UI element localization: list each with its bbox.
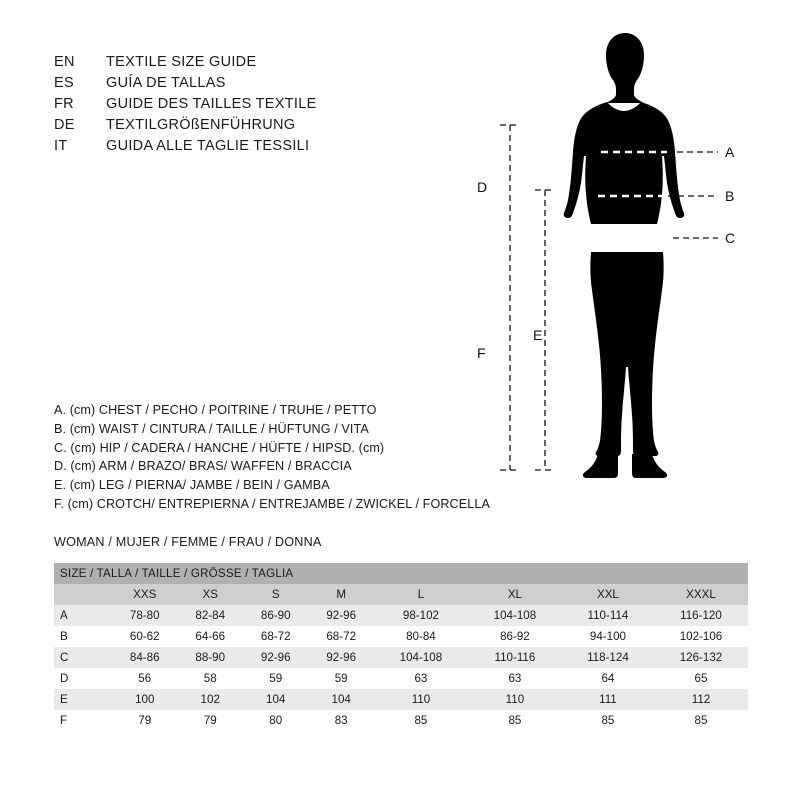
cell-a-m: 92-96 (326, 609, 357, 622)
title-text-fr: GUIDE DES TAILLES TEXTILE (106, 96, 317, 112)
cell-d-m: 59 (334, 672, 348, 685)
cell-b-m: 68-72 (326, 630, 357, 643)
column-header-xs: XS (202, 588, 218, 601)
cell-f-l: 85 (414, 714, 428, 727)
column-header-xxs: XXS (133, 588, 157, 601)
cell-b-xxl: 94-100 (589, 630, 626, 643)
cell-c-xxl: 118-124 (587, 651, 629, 664)
cell-e-l: 110 (411, 693, 431, 706)
cell-c-l: 104-108 (399, 651, 443, 664)
row-label-e: E (60, 693, 68, 706)
cell-c-xs: 88-90 (195, 651, 226, 664)
row-label-b: B (60, 630, 68, 643)
cell-a-s: 86-90 (260, 609, 291, 622)
legend-block (54, 401, 574, 514)
language-code-en: EN (54, 54, 75, 70)
table-row (54, 605, 748, 626)
measure-label-chest: A (725, 144, 735, 160)
cell-f-xs: 79 (203, 714, 217, 727)
column-header-s: S (271, 588, 280, 601)
measure-label-leg: E (533, 327, 543, 343)
cell-b-xxs: 60-62 (129, 630, 160, 643)
cell-e-xxl: 111 (599, 693, 617, 706)
cell-d-xxxl: 65 (694, 672, 708, 685)
title-text-en: TEXTILE SIZE GUIDE (106, 54, 257, 70)
cell-f-xl: 85 (508, 714, 522, 727)
legend-item-leg: E. (cm) LEG / PIERNA/ JAMBE / BEIN / GAMBA (54, 478, 330, 493)
cell-d-s: 59 (269, 672, 283, 685)
language-code-fr: FR (54, 96, 74, 112)
row-label-d: D (60, 672, 69, 685)
cell-f-m: 83 (334, 714, 348, 727)
column-header-xl: XL (507, 588, 522, 601)
cell-d-xxs: 56 (138, 672, 152, 685)
title-text-it: GUIDA ALLE TAGLIE TESSILI (106, 138, 310, 154)
cell-c-xxxl: 126-132 (679, 651, 723, 664)
cell-c-s: 92-96 (260, 651, 291, 664)
language-code-es: ES (54, 75, 74, 91)
legend-item-arm: D. (cm) ARM / BRAZO/ BRAS/ WAFFEN / BRACCIA (54, 459, 352, 474)
column-header-m: M (336, 588, 347, 601)
measure-label-hip: C (725, 230, 736, 246)
cell-b-xl: 86-92 (500, 630, 530, 643)
cell-a-xs: 82-84 (195, 609, 226, 622)
cell-e-xl: 110 (505, 693, 525, 706)
column-header-xxl: XXL (596, 588, 619, 601)
cell-d-l: 63 (414, 672, 428, 685)
cell-b-s: 68-72 (260, 630, 291, 643)
table-row (54, 668, 748, 689)
cell-e-s: 104 (266, 693, 286, 706)
measure-label-waist: B (725, 188, 735, 204)
cell-c-xxs: 84-86 (129, 651, 160, 664)
cell-a-xxl: 110-114 (587, 609, 629, 622)
cell-b-xs: 64-66 (195, 630, 226, 643)
cell-a-xxs: 78-80 (129, 609, 160, 622)
table-title-row (54, 563, 748, 584)
cell-d-xxl: 64 (601, 672, 615, 685)
cell-b-l: 80-84 (406, 630, 436, 643)
legend-item-crotch: F. (cm) CROTCH/ ENTREPIERNA / ENTREJAMBE / ZWICKEL / FORCELLA (54, 496, 490, 511)
cell-f-xxs: 79 (138, 714, 152, 727)
legend-item-chest: A. (cm) CHEST / PECHO / POITRINE / TRUHE / PETTO (54, 403, 377, 417)
cell-f-s: 80 (269, 714, 283, 727)
language-code-it: IT (54, 138, 68, 154)
title-text-de: TEXTILGRÖßENFÜHRUNG (106, 117, 296, 133)
cell-b-xxxl: 102-106 (679, 630, 723, 643)
title-row-it (54, 136, 474, 157)
row-label-f: F (60, 714, 68, 727)
cell-c-xl: 110-116 (494, 651, 536, 664)
cell-c-m: 92-96 (326, 651, 357, 664)
language-title-block (54, 52, 474, 157)
cell-e-xxs: 100 (135, 693, 155, 706)
title-row-en (54, 52, 474, 73)
title-text-es: GUÍA DE TALLAS (106, 75, 226, 91)
row-label-a: A (60, 609, 68, 622)
table-row (54, 689, 748, 710)
table-row (54, 647, 748, 668)
title-row-fr (54, 94, 474, 115)
measure-label-arm: D (477, 179, 488, 195)
cell-e-xs: 102 (200, 693, 220, 706)
cell-f-xxxl: 85 (694, 714, 708, 727)
female-silhouette-icon (564, 33, 685, 478)
legend-item-hip: C. (cm) HIP / CADERA / HANCHE / HÜFTE / HIPSD. (cm) (54, 440, 385, 455)
table-header-row (54, 584, 748, 605)
legend-item-waist: B. (cm) WAIST / CINTURA / TAILLE / HÜFTUNG / VITA (54, 421, 369, 436)
title-row-es (54, 73, 474, 94)
row-label-c: C (60, 651, 69, 664)
cell-a-xxxl: 116-120 (680, 609, 722, 622)
cell-a-l: 98-102 (402, 609, 439, 622)
cell-e-xxxl: 112 (691, 693, 711, 706)
cell-f-xxl: 85 (601, 714, 615, 727)
table-row (54, 710, 748, 731)
cell-d-xs: 58 (203, 672, 217, 685)
table-title-label: SIZE / TALLA / TAILLE / GRÖSSE / TAGLIA (60, 567, 294, 580)
cell-d-xl: 63 (508, 672, 522, 685)
cell-e-m: 104 (331, 693, 351, 706)
title-row-de (54, 115, 474, 136)
column-header-xxxl: XXXL (686, 588, 716, 601)
language-code-de: DE (54, 117, 75, 133)
table-corner-cell (54, 584, 112, 605)
column-header-l: L (417, 588, 425, 601)
table-row (54, 626, 748, 647)
gender-label: WOMAN / MUJER / FEMME / FRAU / DONNA (54, 535, 322, 549)
cell-a-xl: 104-108 (493, 609, 537, 622)
measure-label-crotch: F (477, 345, 486, 361)
size-table (54, 563, 748, 731)
